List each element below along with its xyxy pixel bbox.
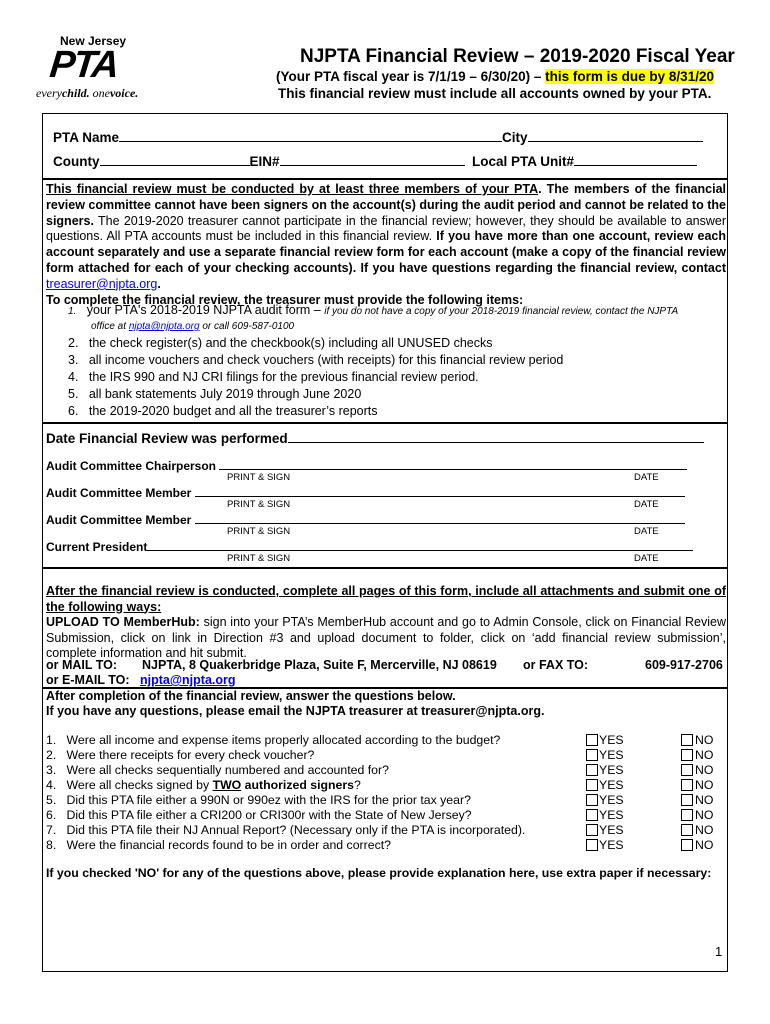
list-item: 4. the IRS 990 and NJ CRI filings for the previous financial review period. [68, 370, 479, 384]
treasurer-email-link[interactable]: treasurer@njpta.org [46, 276, 158, 291]
no-label: NO [695, 763, 714, 777]
question-row: 6. Did this PTA file either a CRI200 or CRI300r with the State of New Jersey? [46, 808, 472, 822]
yes-label: YES [599, 793, 624, 807]
no-checkbox[interactable] [681, 794, 693, 806]
instructions-text: This financial review must be conducted by at least three members of your PTA. The members of the financial review committee cannot have been signers on the account(s) during the audit period and cannot be related to the signers. The 2019-2020 treasurer cannot participate in the financial review; however, they should be available to answer questions. All PTA accounts must be included in this financial review. If you have more than one account, review each account separately and use a separate financial review form for each account (make a copy of the financial review form attached for each of your checking accounts). If you have questions regarding the financial review, contact treasurer@njpta.org. To complete the financial review, the treasurer must provide the following items: [46, 182, 726, 307]
no-checkbox[interactable] [681, 809, 693, 821]
yes-checkbox[interactable] [586, 824, 598, 836]
pta-info-box [42, 113, 728, 179]
fax-label: or FAX TO: [523, 658, 589, 672]
yes-label: YES [599, 838, 624, 852]
njpta-logo [30, 34, 160, 104]
chairperson-signature-field[interactable]: Audit Committee Chairperson [46, 457, 687, 473]
page-title: NJPTA Financial Review – 2019-2020 Fiscal Year [300, 46, 735, 67]
questions-intro-1: After completion of the financial review, answer the questions below. [46, 689, 456, 703]
print-sign-label: PRINT & SIGN [227, 553, 291, 564]
email-to-line: or E-MAIL TO: njpta@njpta.org [46, 673, 236, 687]
list-item: 5. all bank statements July 2019 through June 2020 [68, 387, 362, 401]
no-checkbox[interactable] [681, 824, 693, 836]
yes-label: YES [599, 763, 624, 777]
yes-label: YES [599, 748, 624, 762]
question-row: 3. Were all checks sequentially numbered and accounted for? [46, 763, 389, 777]
njpta-email-link[interactable]: njpta@njpta.org [128, 321, 200, 332]
yes-checkbox[interactable] [586, 809, 598, 821]
submit-email-link[interactable]: njpta@njpta.org [140, 673, 236, 687]
date-label: DATE [634, 526, 659, 537]
yes-checkbox[interactable] [586, 779, 598, 791]
county-field[interactable]: County EIN# Local PTA Unit# [53, 153, 697, 169]
explanation-label: If you checked 'NO' for any of the questions above, please provide explanation here, use extra paper if necessary: [46, 866, 712, 880]
no-checkbox[interactable] [681, 764, 693, 776]
no-label: NO [695, 838, 714, 852]
no-checkbox[interactable] [681, 749, 693, 761]
list-item-note: office at njpta@njpta.org or call 609-587-0100 [91, 321, 295, 332]
yes-label: YES [599, 823, 624, 837]
logo-state: New Jersey [60, 34, 127, 48]
member2-signature-field[interactable]: Audit Committee Member [46, 511, 685, 527]
no-checkbox[interactable] [681, 734, 693, 746]
yes-checkbox[interactable] [586, 794, 598, 806]
mail-to-line: or MAIL TO: [46, 658, 118, 672]
page-number: 1 [715, 944, 723, 959]
yes-label: YES [599, 778, 624, 792]
president-signature-field[interactable]: Current President [46, 538, 693, 554]
date-label: DATE [634, 499, 659, 510]
no-label: NO [695, 748, 714, 762]
date-label: DATE [634, 472, 659, 483]
no-label: NO [695, 823, 714, 837]
submission-text: After the financial review is conducted, complete all pages of this form, include all attachments and submit one of the following ways: UPLOAD TO MemberHub: sign into your PTA’s MemberHub account and go to Admin Console, click on Financial Review Submission, click on link in Direction #3 and upload document to folder, click on ‘add financial review submission’, complete information and hit submit. [46, 584, 726, 660]
yes-label: YES [599, 808, 624, 822]
mail-address: NJPTA, 8 Quakerbridge Plaza, Suite F, Mercerville, NJ 08619 [142, 658, 497, 672]
question-row: 2. Were there receipts for every check voucher? [46, 748, 315, 762]
yes-checkbox[interactable] [586, 764, 598, 776]
question-row: 5. Did this PTA file either a 990N or 990ez with the IRS for the prior tax year? [46, 793, 471, 807]
logo-pta: PTA [47, 44, 120, 86]
yes-checkbox[interactable] [586, 839, 598, 851]
due-date-highlight: this form is due by 8/31/20 [545, 69, 714, 84]
list-item: 2. the check register(s) and the checkbook(s) including all UNUSED checks [68, 336, 493, 350]
list-item: 1. your PTA's 2018-2019 NJPTA audit form – if you do not have a copy of your 2018-2019 financial review, contact the NJPTA [68, 303, 679, 317]
question-row: 1. Were all income and expense items properly allocated according to the budget? [46, 733, 501, 747]
print-sign-label: PRINT & SIGN [227, 499, 291, 510]
accounts-note: This financial review must include all accounts owned by your PTA. [278, 86, 712, 101]
question-row: 4. Were all checks signed by TWO authorized signers? [46, 778, 361, 792]
fiscal-year-note: (Your PTA fiscal year is 7/1/19 – 6/30/20) – this form is due by 8/31/20 [276, 69, 714, 84]
print-sign-label: PRINT & SIGN [227, 526, 291, 537]
question-row: 7. Did this PTA file their NJ Annual Report? (Necessary only if the PTA is incorporated). [46, 823, 526, 837]
questions-intro-2: If you have any questions, please email the NJPTA treasurer at treasurer@njpta.org. [46, 704, 545, 718]
yes-checkbox[interactable] [586, 749, 598, 761]
list-item: 3. all income vouchers and check vouchers (with receipts) for this financial review period [68, 353, 564, 367]
print-sign-label: PRINT & SIGN [227, 472, 291, 483]
no-label: NO [695, 778, 714, 792]
logo-tagline: everychild. onevoice. [36, 86, 139, 100]
no-label: NO [695, 733, 714, 747]
yes-checkbox[interactable] [586, 734, 598, 746]
no-label: NO [695, 793, 714, 807]
fax-number: 609-917-2706 [645, 658, 723, 672]
no-label: NO [695, 808, 714, 822]
member1-signature-field[interactable]: Audit Committee Member [46, 484, 685, 500]
question-row: 8. Were the financial records found to be in order and correct? [46, 838, 391, 852]
date-performed-field[interactable]: Date Financial Review was performed [46, 430, 704, 446]
list-item: 6. the 2019-2020 budget and all the treasurer’s reports [68, 404, 378, 418]
date-label: DATE [634, 553, 659, 564]
no-checkbox[interactable] [681, 839, 693, 851]
no-checkbox[interactable] [681, 779, 693, 791]
yes-label: YES [599, 733, 624, 747]
pta-name-field[interactable]: PTA Name City [53, 129, 703, 145]
